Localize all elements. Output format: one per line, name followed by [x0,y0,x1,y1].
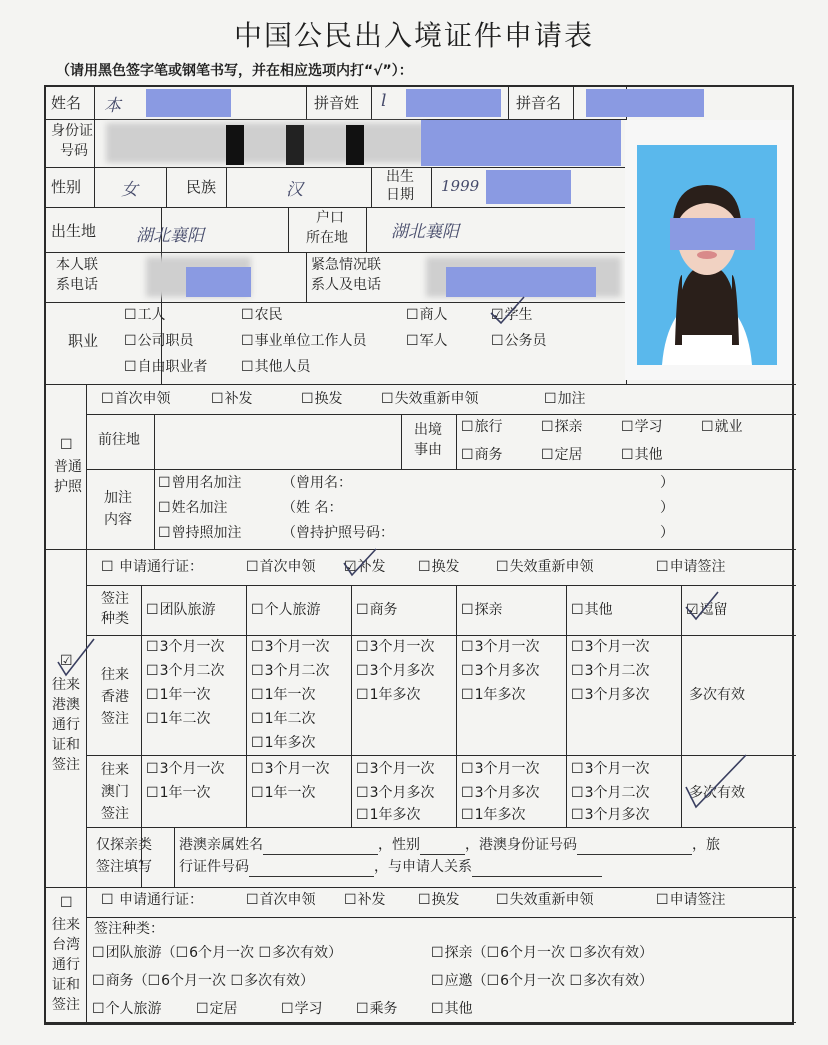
pinyin-name-label: 拼音名 [516,94,562,112]
form-title: 中国公民出入境证件申请表 [233,19,594,52]
tw-individual-tour[interactable]: ☐ 个人旅游 [92,1001,162,1018]
mo-c3-r2[interactable]: ☐ 3个月多次 [356,785,434,802]
passport-reissue[interactable]: ☐ 补发 [211,391,253,408]
occupation-freelancer[interactable]: ☐ 自由职业者 [124,359,208,376]
tw-group-6m[interactable]: ☐ 6个月一次 [176,945,254,961]
tw-paren-open-1: （ [161,945,176,961]
phone-label-2: 系电话 [56,277,98,293]
taiwan-checkbox[interactable]: ☐ [60,895,73,911]
occupation-public-institution[interactable]: ☐ 事业单位工作人员 [241,333,367,350]
emergency-label-1: 紧急情况联 [311,257,381,273]
tw-visit-family[interactable]: ☐ 探亲 [431,945,473,961]
mo-c3-r1[interactable]: ☐ 3个月一次 [356,761,434,778]
name-handwriting[interactable]: 本 [104,96,121,116]
occupation-student[interactable]: ☑ 学生 [491,307,533,324]
occupation-farmer[interactable]: ☐ 农民 [241,307,283,324]
hukou-label-1: 户口 [316,210,344,226]
relative-gender-label: ，性别 [378,837,420,853]
note-name-field: （姓 名： [282,500,343,516]
purpose-visit-family[interactable]: ☐ 探亲 [541,419,583,436]
tw-other[interactable]: ☐ 其他 [431,1001,473,1018]
tw-invited[interactable]: ☐ 应邀 [431,973,473,989]
endorse-visit-family[interactable]: ☐ 探亲 [461,602,503,619]
tw-business[interactable]: ☐ 商务 [92,973,134,989]
hkmo-apply-label: 申请通行证： [119,559,203,575]
mo-c5-r2[interactable]: ☐ 3个月二次 [571,785,649,802]
hk-c5-r2[interactable]: ☐ 3个月二次 [571,663,649,680]
hk-c3-r2[interactable]: ☐ 3个月多次 [356,663,434,680]
tw-invited-multi[interactable]: ☐ 多次有效） [570,973,654,989]
mo-c4-r3[interactable]: ☐ 1年多次 [461,807,525,824]
phone-label-1: 本人联 [56,257,98,273]
hkmo-label-4: 证和 [52,737,80,753]
purpose-study[interactable]: ☐ 学习 [621,419,663,436]
name-label: 姓名 [51,94,82,112]
endorse-business[interactable]: ☐ 商务 [356,602,398,619]
id-label-1: 身份证 [51,123,93,139]
tw-group-tour[interactable]: ☐ 团队旅游 [92,945,162,961]
note-former-passport[interactable]: ☐ 曾持照加注 [158,525,242,542]
occupation-worker[interactable]: ☐ 工人 [124,307,166,324]
occupation-civil-servant[interactable]: ☐ 公务员 [491,333,547,350]
portrait-figure [637,145,777,365]
passport-replace[interactable]: ☐ 换发 [301,391,343,408]
mo-c4-r1[interactable]: ☐ 3个月一次 [461,761,539,778]
purpose-settle[interactable]: ☐ 定居 [541,447,583,464]
occupation-soldier[interactable]: ☐ 军人 [406,333,448,350]
hk-c4-r1[interactable]: ☐ 3个月一次 [461,639,539,656]
ethnicity-value[interactable]: 汉 [286,180,303,200]
relative-rel-label: ，与申请人关系 [374,859,472,875]
applicant-photo [625,120,791,380]
tw-settle[interactable]: ☐ 定居 [196,1001,238,1018]
close-paren-3: ） [660,525,674,541]
tw-business-multi[interactable]: ☐ 多次有效） [231,973,315,989]
tw-visit-6m[interactable]: ☐ 6个月一次 [487,945,565,961]
hk-c1-r1[interactable]: ☐ 3个月一次 [146,639,224,656]
pinyin-surname-label: 拼音姓 [314,94,360,112]
relative-trip-label: ，旅 [692,837,720,853]
photo-eye-redaction [670,218,755,250]
tw-crew[interactable]: ☐ 乘务 [356,1001,398,1018]
hk-c2-r3[interactable]: ☐ 1年一次 [251,687,315,704]
close-paren-2: ） [660,500,674,516]
relative-id-label: ，港澳身份证号码 [465,837,577,853]
hk-c4-r2[interactable]: ☐ 3个月多次 [461,663,539,680]
hukou-value[interactable]: 湖北襄阳 [391,222,459,242]
passport-reapply-invalid[interactable]: ☐ 失效重新申领 [381,391,479,408]
tw-invited-6m[interactable]: ☐ 6个月一次 [487,973,565,989]
mo-multi-valid[interactable]: 多次有效 [689,785,745,801]
hk-c3-r1[interactable]: ☐ 3个月一次 [356,639,434,656]
taiwan-reissue[interactable]: ☐ 补发 [344,892,386,909]
mo-label-2: 澳门 [101,784,129,800]
taiwan-apply-checkbox[interactable]: ☐ [101,892,114,908]
passport-checkbox[interactable]: ☐ [60,437,73,453]
note-former-name[interactable]: ☐ 曾用名加注 [158,475,242,492]
hk-c1-r4[interactable]: ☐ 1年二次 [146,711,210,728]
close-paren-1: ） [660,475,674,491]
passport-label-1: 普通 [54,459,82,475]
hukou-label-2: 所在地 [306,230,348,246]
hk-c5-r3[interactable]: ☐ 3个月多次 [571,687,649,704]
taiwan-label-5: 签注 [52,997,80,1013]
note-label-2: 内容 [104,512,132,528]
taiwan-apply-label: 申请通行证： [119,892,203,908]
purpose-label-2: 事由 [414,442,442,458]
relative-label-1: 仅探亲类 [96,837,152,853]
passport-first-apply[interactable]: ☐ 首次申领 [101,391,171,408]
hkmo-endorse-type-label-1: 签注 [101,591,129,607]
purpose-employment[interactable]: ☐ 就业 [701,419,743,436]
sex-label: 性别 [51,178,82,196]
relative-label-2: 签注填写 [96,859,152,875]
passport-label-2: 护照 [54,479,82,495]
note-label-1: 加注 [104,490,132,506]
taiwan-label-1: 往来 [52,917,80,933]
hk-c2-r4[interactable]: ☐ 1年二次 [251,711,315,728]
hk-c1-r2[interactable]: ☐ 3个月二次 [146,663,224,680]
hk-label-3: 签注 [101,711,129,727]
mo-label-1: 往来 [101,762,129,778]
hkmo-reapply-invalid[interactable]: ☐ 失效重新申领 [496,559,594,576]
tw-paren-open-4: （ [472,973,487,989]
birth-value[interactable]: 1999 [441,177,480,195]
tw-paren-open-2: （ [472,945,487,961]
occupation-merchant[interactable]: ☐ 商人 [406,307,448,324]
birthplace-value[interactable]: 湖北襄阳 [136,226,204,246]
hk-c5-r1[interactable]: ☐ 3个月一次 [571,639,649,656]
hkmo-label-1: 往来 [52,677,80,693]
endorse-group-tour[interactable]: ☐ 团队旅游 [146,602,216,619]
purpose-label-1: 出境 [414,422,442,438]
taiwan-replace[interactable]: ☐ 换发 [418,892,460,909]
tw-study[interactable]: ☐ 学习 [281,1001,323,1018]
mo-c1-r2[interactable]: ☐ 1年一次 [146,785,210,802]
hkmo-endorse-apply[interactable]: ☐ 申请签注 [656,559,726,576]
hk-label-2: 香港 [101,689,129,705]
taiwan-label-3: 通行 [52,957,80,973]
relative-name-label: 港澳亲属姓名 [179,837,263,853]
hkmo-apply-checkbox[interactable]: ☐ [101,559,114,575]
hkmo-label-3: 通行 [52,717,80,733]
endorse-individual-tour[interactable]: ☐ 个人旅游 [251,602,321,619]
taiwan-endorse-apply[interactable]: ☐ 申请签注 [656,892,726,909]
tw-paren-open-3: （ [133,973,148,989]
note-former-name-field: （曾用名： [282,475,352,491]
mo-c5-r3[interactable]: ☐ 3个月多次 [571,807,649,824]
mo-c5-r1[interactable]: ☐ 3个月一次 [571,761,649,778]
endorse-stay[interactable]: ☑ 逗留 [686,602,728,619]
hk-c2-r2[interactable]: ☐ 3个月二次 [251,663,329,680]
id-label-2: 号码 [60,143,88,159]
taiwan-label-2: 台湾 [52,937,80,953]
hk-c2-r1[interactable]: ☐ 3个月一次 [251,639,329,656]
passport-endorse[interactable]: ☐ 加注 [544,391,586,408]
mo-c4-r2[interactable]: ☐ 3个月多次 [461,785,539,802]
hk-multi-valid[interactable]: 多次有效 [689,687,745,703]
destination-label: 前往地 [98,432,140,448]
hk-c1-r3[interactable]: ☐ 1年一次 [146,687,210,704]
hk-c3-r3[interactable]: ☐ 1年多次 [356,687,420,704]
note-name[interactable]: ☐ 姓名加注 [158,500,228,517]
taiwan-label-4: 证和 [52,977,80,993]
hkmo-label-5: 签注 [52,757,80,773]
sex-value[interactable]: 女 [121,180,138,200]
hkmo-label-2: 港澳 [52,697,80,713]
emergency-label-2: 系人及电话 [311,277,381,293]
hk-label-1: 往来 [101,667,129,683]
mo-c3-r3[interactable]: ☐ 1年多次 [356,807,420,824]
taiwan-first-apply[interactable]: ☐ 首次申领 [246,892,316,909]
ethnicity-label: 民族 [186,178,217,196]
birthplace-label: 出生地 [51,222,97,240]
purpose-business[interactable]: ☐ 商务 [461,447,503,464]
tw-visit-multi[interactable]: ☐ 多次有效） [570,945,654,961]
hkmo-reissue[interactable]: ☑ 补发 [344,559,386,576]
taiwan-endorse-type-label: 签注种类： [94,921,164,937]
mo-c2-r2[interactable]: ☐ 1年一次 [251,785,315,802]
endorse-other[interactable]: ☐ 其他 [571,602,613,619]
purpose-travel[interactable]: ☐ 旅行 [461,419,503,436]
occupation-other[interactable]: ☐ 其他人员 [241,359,311,376]
tw-business-6m[interactable]: ☐ 6个月一次 [148,973,226,989]
hk-c4-r3[interactable]: ☐ 1年多次 [461,687,525,704]
mo-label-3: 签注 [101,806,129,822]
hk-c2-r5[interactable]: ☐ 1年多次 [251,735,315,752]
hkmo-endorse-type-label-2: 种类 [101,611,129,627]
relative-doc-label: 行证件号码 [179,859,249,875]
occupation-company-staff[interactable]: ☐ 公司职员 [124,333,194,350]
hkmo-first-apply[interactable]: ☐ 首次申领 [246,559,316,576]
pinyin-surname-handwriting[interactable]: l [381,91,387,111]
birth-label-2: 日期 [386,187,414,203]
hkmo-replace[interactable]: ☐ 换发 [418,559,460,576]
occupation-label: 职业 [68,332,99,350]
taiwan-reapply-invalid[interactable]: ☐ 失效重新申领 [496,892,594,909]
mo-c2-r1[interactable]: ☐ 3个月一次 [251,761,329,778]
mo-c1-r1[interactable]: ☐ 3个月一次 [146,761,224,778]
birth-label-1: 出生 [386,169,414,185]
note-former-passport-field: （曾持护照号码： [282,525,394,541]
form-instruction: （请用黑色签字笔或钢笔书写，并在相应选项内打“√”）： [56,63,413,79]
purpose-other[interactable]: ☐ 其他 [621,447,663,464]
tw-group-multi[interactable]: ☐ 多次有效） [259,945,343,961]
